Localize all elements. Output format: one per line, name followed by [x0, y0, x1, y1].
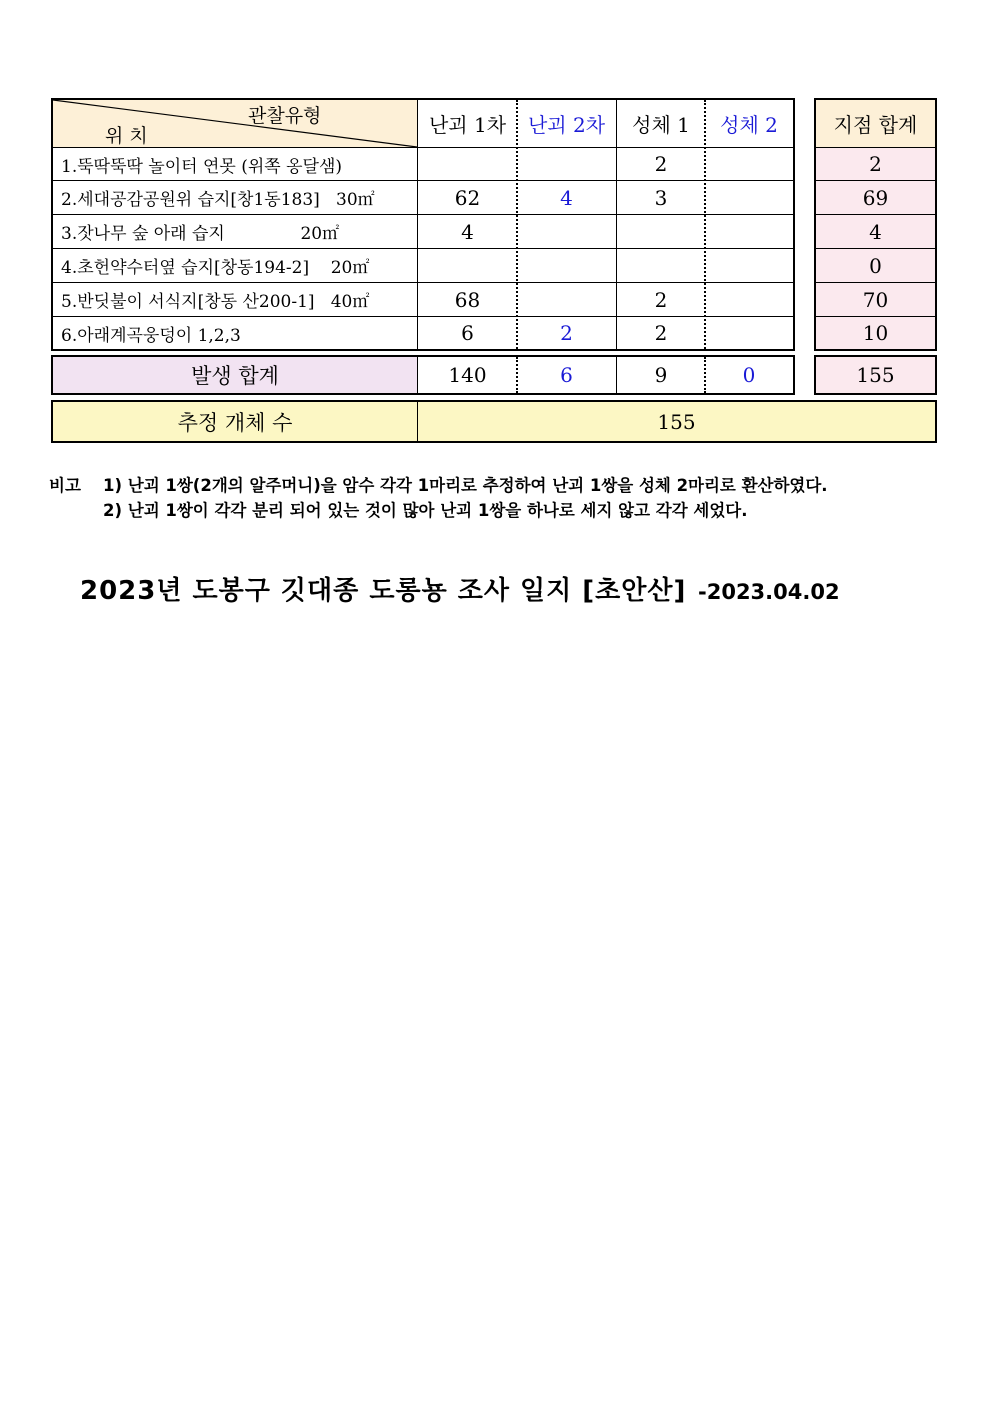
- header-adult-1: 성체 1: [632, 113, 690, 137]
- row-adult-1: 2: [654, 321, 668, 345]
- notes-label: 비고: [49, 476, 81, 495]
- row-egg-mass-1: 68: [454, 287, 481, 312]
- row-egg-mass-1: 6: [461, 321, 474, 345]
- row-adult-2: [705, 283, 793, 316]
- row-adult-1: 3: [654, 185, 668, 210]
- row-location: 5.반딧불이 서식지[창동 산200-1] 40㎡: [61, 292, 370, 312]
- survey-date: -2023.04.02: [698, 580, 840, 604]
- header-site-total: 지점 합계: [833, 113, 918, 137]
- header-location: 위 치: [105, 125, 148, 147]
- row-site-total: 0: [869, 253, 882, 278]
- row-egg-mass-2: 2: [560, 321, 573, 345]
- header-egg-mass-2: 난괴 2차: [527, 113, 606, 137]
- row-site-total: 69: [862, 185, 889, 210]
- row-adult-1: [617, 249, 705, 282]
- row-egg-mass-1: [418, 249, 517, 282]
- note-2: 2) 난괴 1쌍이 각각 분리 되어 있는 것이 많아 난괴 1쌍을 하나로 세지 않고 각각 세었다.: [103, 501, 748, 520]
- row-site-total: 2: [869, 152, 882, 176]
- row-egg-mass-2: [517, 249, 616, 282]
- row-adult-2: [705, 148, 793, 180]
- row-egg-mass-2: [517, 148, 616, 180]
- row-adult-1: 2: [654, 287, 668, 312]
- row-adult-1: 2: [654, 152, 668, 176]
- row-location: 2.세대공감공원위 습지[창1동183] 30㎡: [61, 190, 375, 210]
- row-adult-2: [705, 181, 793, 214]
- estimate-value: 155: [657, 409, 696, 434]
- sum-adult-2: 0: [742, 363, 756, 387]
- header-adult-2: 성체 2: [720, 113, 778, 137]
- row-adult-2: [705, 249, 793, 282]
- row-location: 1.뚝딱뚝딱 놀이터 연못 (위쪽 옹달샘): [61, 156, 343, 177]
- sum-total: 155: [856, 363, 895, 387]
- row-location: 4.초헌약수터옆 습지[창동194-2] 20㎡: [61, 258, 370, 278]
- row-adult-1: [617, 215, 705, 248]
- row-adult-2: [705, 215, 793, 248]
- row-adult-2: [705, 317, 793, 349]
- estimate-label: 추정 개체 수: [177, 410, 293, 435]
- row-egg-mass-1: 62: [454, 185, 481, 210]
- row-egg-mass-2: [517, 283, 616, 316]
- footer-title-line: [80, 570, 940, 607]
- row-egg-mass-1: 4: [461, 219, 474, 244]
- sum-egg-mass-2: 6: [560, 363, 573, 387]
- row-site-total: 10: [862, 321, 889, 345]
- row-egg-mass-1: [418, 148, 517, 180]
- row-site-total: 4: [869, 219, 882, 244]
- row-location: 3.잣나무 숲 아래 습지 20㎡: [61, 224, 340, 244]
- row-egg-mass-2: 4: [560, 185, 573, 210]
- sum-adult-1: 9: [654, 363, 668, 387]
- row-egg-mass-2: [517, 215, 616, 248]
- note-1: 1) 난괴 1쌍(2개의 알주머니)을 암수 각각 1마리로 추정하여 난괴 1쌍을 성체 2마리로 환산하였다.: [103, 476, 828, 495]
- survey-title: 2023년 도봉구 깃대종 도롱뇽 조사 일지 [초안산]: [80, 576, 687, 606]
- row-site-total: 70: [862, 287, 889, 312]
- sum-egg-mass-1: 140: [448, 363, 487, 387]
- header-observation-type: 관찰유형: [248, 105, 322, 127]
- row-location: 6.아래계곡웅덩이 1,2,3: [61, 325, 241, 346]
- sum-label: 발생 합계: [191, 364, 279, 388]
- header-egg-mass-1: 난괴 1차: [428, 113, 507, 137]
